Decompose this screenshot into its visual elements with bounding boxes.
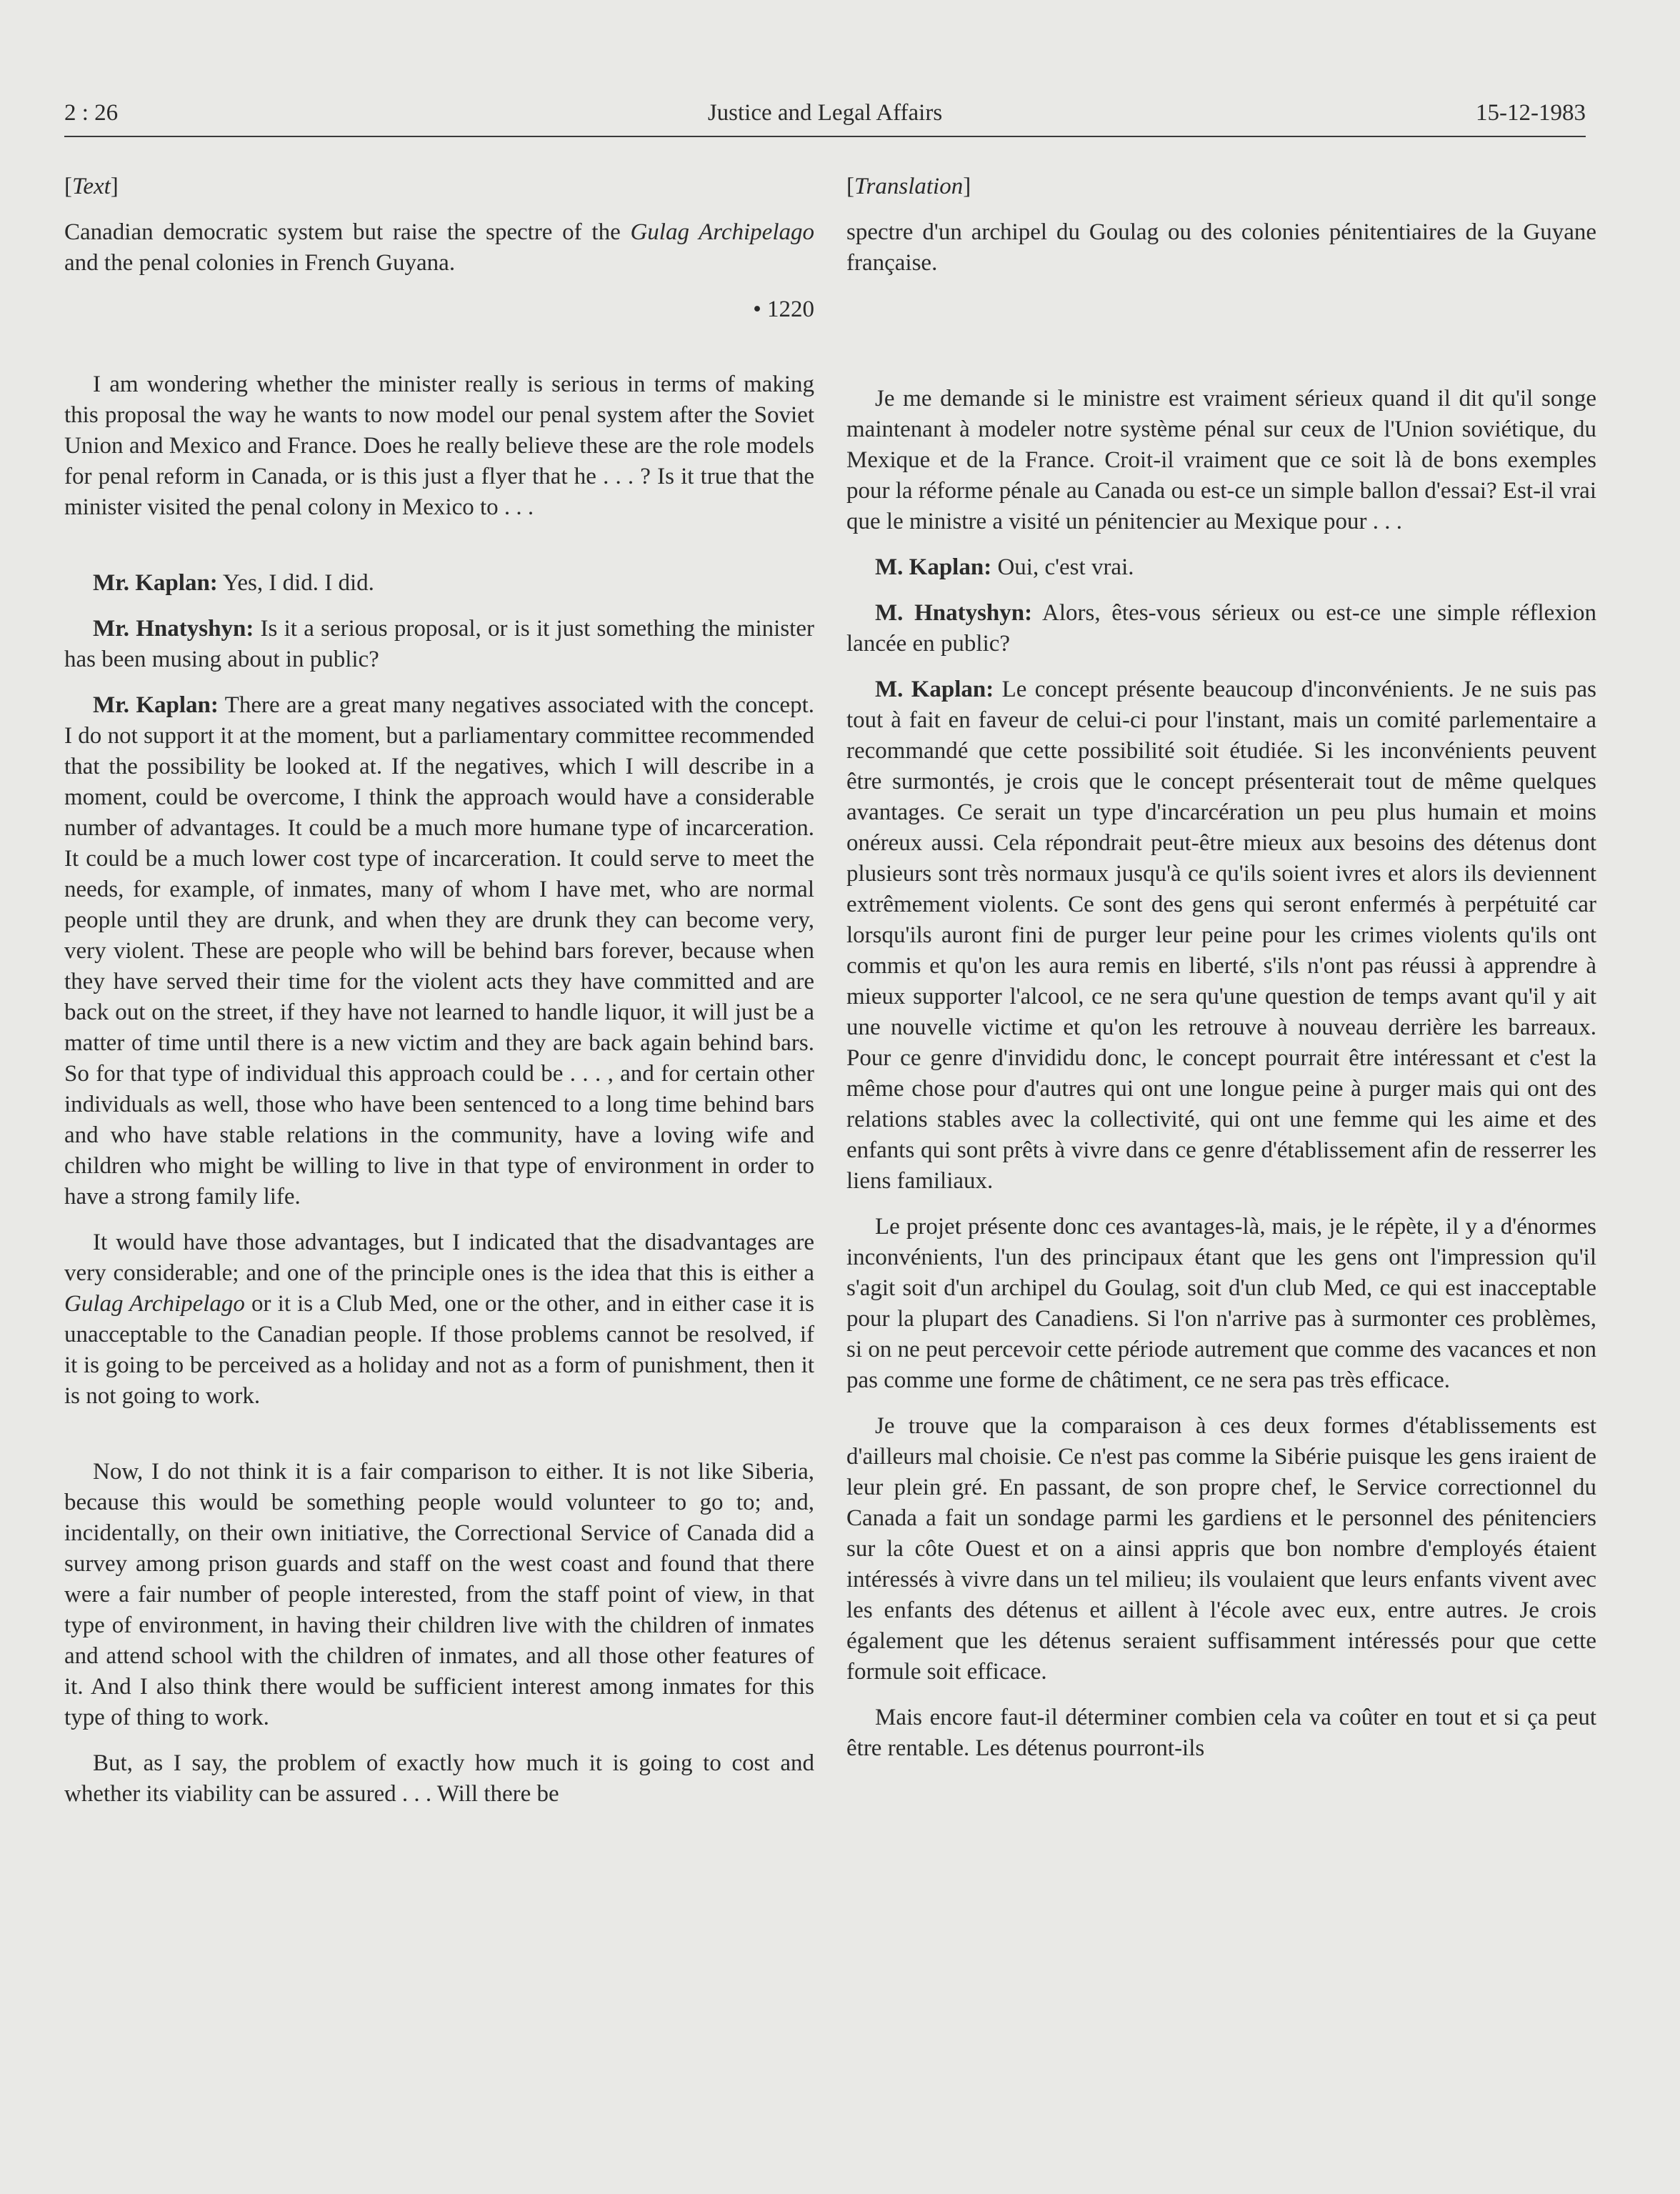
speaker-name: Mr. Kaplan: xyxy=(93,570,218,596)
paragraph: Je trouve que la comparaison à ces deux formes d'établissements est d'ailleurs mal choisie. Ce n'est pas comme la Sibérie puisque les gens iraient de leur plein gré. En passant, de son propre chef, le Service correctionnel du Canada a fait un sondage parmi les gardiens et le personnel des pénitenciers sur la côte Ouest et on a ainsi appris que bon nombre d'employés étaient intéressés à vivre dans un tel milieu; ils voulaient que leurs enfants vivent avec les enfants des détenus et aillent à l'école avec eux, entre autres. Je crois également que les détenus seraient suffisamment intéressés pour que cette formule soit efficace. xyxy=(846,1413,1596,1685)
paragraph: M. Hnatyshyn: Alors, êtes-vous sérieux ou est-ce une simple réflexion lancée en public? xyxy=(846,600,1596,657)
page-number: 2 : 26 xyxy=(64,100,119,126)
paragraph: Le projet présente donc ces avantages-là, mais, je le répète, il y a d'énormes inconvénients, l'un des principaux étant que les gens ont l'impression qu'il s'agit soit d'un archipel du Goulag, soit d'un club Med, ce qui est inacceptable pour la plupart des Canadiens. Si l'on n'arrive pas à surmonter ces problèmes, si on ne peut percevoir cette période autrement que comme des vacances et non pas comme une forme de châtiment, ce ne sera pas très efficace. xyxy=(846,1214,1596,1393)
paragraph: Je me demande si le ministre est vraiment sérieux quand il dit qu'il songe maintenant à modeler notre système pénal sur ceux de l'Union soviétique, du Mexique et de la France. Croit-il vraiment que ce soit là de bons exemples pour la réforme pénale au Canada ou est-ce un simple ballon d'essai? Est-il vrai que le ministre a visité un pénitencier au Mexique pour . . . xyxy=(846,386,1596,534)
paragraph: It would have those advantages, but I indicated that the disadvantages are very considerable; and one of the principle ones is the idea that this is either a Gulag Archipelago or it is a Club Med, one or the other, and in either case it is unacceptable to the Canadian people. If those problems cannot be resolved, if it is going to be perceived as a holiday and not as a form of punishment, then it is not going to work. xyxy=(64,1230,815,1409)
french-column xyxy=(846,171,1596,1779)
speaker-name: Mr. Hnatyshyn: xyxy=(93,616,254,642)
header-title: Justice and Legal Affairs xyxy=(707,100,943,126)
paragraph: Mais encore faut-il déterminer combien cela va coûter en tout et si ça peut être rentable. Les détenus pourront-ils xyxy=(846,1705,1596,1761)
paragraph: Now, I do not think it is a fair comparison to either. It is not like Siberia, because this would be something people would volunteer to go to; and, incidentally, on their own initiative, the Correctional Service of Canada did a survey among prison guards and staff on the west coast and found that there were a fair number of people interested, from the staff point of view, in that type of environment, in having their children live with the children of inmates and attend school with the children of inmates, and all those other features of it. And I also think there would be sufficient interest among inmates for this type of thing to work. xyxy=(64,1459,814,1730)
speaker-name: M. Hnatyshyn: xyxy=(875,600,1033,626)
text-tag: [Text] xyxy=(64,174,119,199)
running-header xyxy=(64,100,1586,137)
paragraph: Canadian democratic system but raise the spectre of the Gulag Archipelago and the penal colonies in French Guyana. xyxy=(64,219,814,276)
speaker-name: M. Kaplan: xyxy=(875,677,994,702)
speaker-name: Mr. Kaplan: xyxy=(93,692,219,718)
paragraph: spectre d'un archipel du Goulag ou des colonies pénitentiaires de la Guyane française. xyxy=(846,219,1596,276)
speaker-name: M. Kaplan: xyxy=(875,554,992,580)
translation-tag: [Translation] xyxy=(846,174,971,199)
header-date: 15-12-1983 xyxy=(1476,100,1586,126)
paragraph: But, as I say, the problem of exactly how much it is going to cost and whether its viability can be assured . . . Will there be xyxy=(64,1750,814,1807)
paragraph: Mr. Hnatyshyn: Is it a serious proposal, or is it just something the minister has been musing about in public? xyxy=(64,616,814,672)
english-column xyxy=(64,171,814,1825)
paragraph: I am wondering whether the minister really is serious in terms of making this proposal the way he wants to now model our penal system after the Soviet Union and Mexico and France. Does he really believe these are the role models for penal reform in Canada, or is this just a flyer that he . . . ? Is it true that the minister visited the penal colony in Mexico to . . . xyxy=(64,372,814,520)
time-marker: • 1220 xyxy=(753,296,814,322)
paragraph: M. Kaplan: Oui, c'est vrai. xyxy=(875,554,1134,580)
paragraph: M. Kaplan: Le concept présente beaucoup d'inconvénients. Je ne suis pas tout à fait en faveur de celui-ci pour l'instant, mais un comité parlementaire a recommandé que cette possibilité soit étudiée. Si les inconvénients peuvent être surmontés, je crois que le concept présenterait tout de même quelques avantages. Ce serait un type d'incarcération un peu plus humain et moins onéreux aussi. Cela répondrait peut-être mieux aux besoins des détenus dont plusieurs sont très normaux jusqu'à ce qu'ils soient ivres et alors ils deviennent extrêmement violents. Ce sont des gens qui seront enfermés à perpétuité car lorsqu'ils auront fini de purger leur peine pour les crimes violents qu'ils ont commis et qu'on les aura remis en liberté, s'ils n'ont pas réussi à apprendre à mieux supporter l'alcool, ce ne sera qu'une question de temps avant qu'il y ait une nouvelle victime et qu'on les retrouve à nouveau derrière les barreaux. Pour ce genre d'invididu donc, le concept pourrait être intéressant et c'est la même chose pour d'autres qui ont une longue peine à purger mais qui ont des relations stables avec la collectivité, qui ont une femme qui les aime et des enfants qui sont prêts à vivre dans ce genre d'établissement afin de resserrer les liens familiaux. xyxy=(846,677,1596,1194)
paragraph: Mr. Kaplan: Yes, I did. I did. xyxy=(93,570,374,596)
paragraph: Mr. Kaplan: There are a great many negatives associated with the concept. I do not support it at the moment, but a parliamentary committee recommended that the possibility be looked at. If the negatives, which I will describe in a moment, could be overcome, I think the approach would have a considerable number of advantages. It could be a much more humane type of incarceration. It could be a much lower cost type of incarceration. It could serve to meet the needs, for example, of inmates, many of whom I have met, who are normal people until they are drunk, and when they are drunk they can become very, very violent. These are people who will be behind bars forever, because when they have served their time for the violent acts they have committed and are back out on the street, if they have not learned to handle liquor, it will just be a matter of time until there is a new victim and they are back again behind bars. So for that type of individual this approach could be . . . , and for certain other individuals as well, those who have been sentenced to a long time behind bars and who have stable relations in the community, have a loving wife and children who might be willing to live in that type of environment in order to have a strong family life. xyxy=(64,692,815,1210)
